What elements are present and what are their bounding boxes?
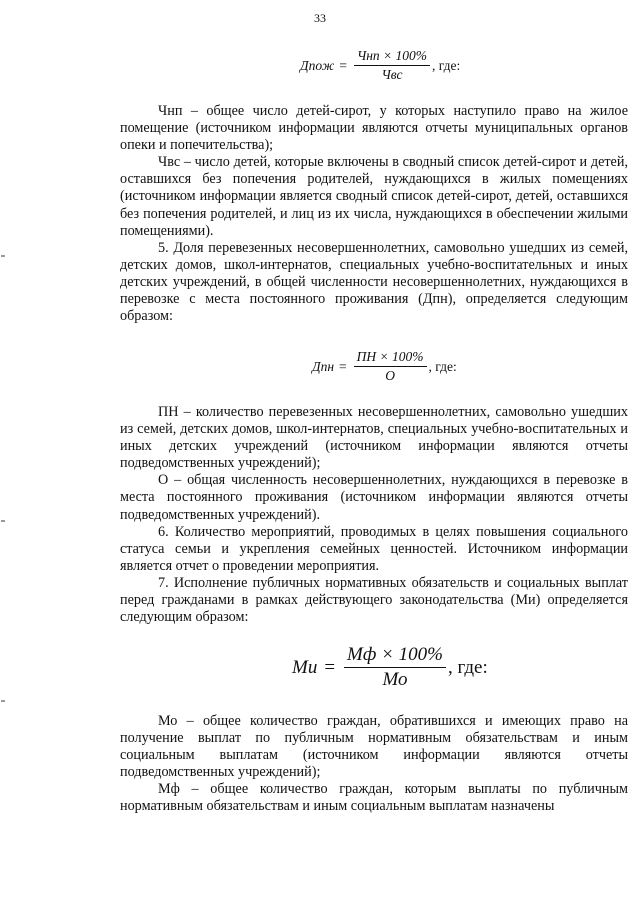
paragraph-pn: ПН – количество перевезенных несовершеннолетних, самовольно ушедших из семей, детских домов, школ-интернатов, специальных учебно-воспитательных и иных детских учреждений (источником информации являются отчеты подведомственных учреждений); [120, 404, 628, 472]
text-block-1 [120, 103, 628, 325]
scan-mark [1, 700, 5, 702]
formula-tail: , где: [432, 57, 461, 73]
formula-fraction [354, 349, 427, 384]
paragraph-chnp: Чнп – общее число детей-сирот, у которых наступило право на жилое помещение (источником информации являются отчеты муниципальных органов опеки и попечительства); [120, 103, 628, 154]
formula-equals: = [324, 656, 336, 678]
scan-mark [1, 255, 5, 257]
formula-equals: = [339, 358, 347, 374]
paragraph-mo: Мо – общее количество граждан, обратившихся и имеющих право на получение выплат по публичным нормативным обязательствам и иным социальным выплатам (источником информации являются отчеты подведомственных учреждений); [120, 713, 628, 781]
formula-mi [292, 644, 488, 691]
paragraph-item-7: 7. Исполнение публичных нормативных обязательств и социальных выплат перед гражданами в рамках действующего законодательства (Ми) определяется следующим образом: [120, 574, 628, 626]
formula-denominator: О [385, 368, 395, 383]
text-block-2 [120, 404, 628, 626]
paragraph-item-5: 5. Доля перевезенных несовершеннолетних, самовольно ушедших из семей, детских домов, школ-интернатов, специальных учебно-воспитательных и иных детских учреждений, в общей численности несовершеннолетних, нуждающихся в перевозке с места постоянного проживания (Дпн), определяется следующим образом: [120, 239, 628, 325]
formula-equals: = [339, 57, 347, 73]
formula-denominator: Чвс [381, 67, 403, 82]
formula-fraction [344, 644, 446, 691]
formula-numerator: Мф × 100% [344, 644, 446, 668]
paragraph-o: О – общая численность несовершеннолетних, нуждающихся в перевозке в места постоянного проживания (источником информации являются отчеты подведомственных учреждений). [120, 472, 628, 523]
formula-fraction [354, 48, 430, 83]
paragraph-item-6: 6. Количество мероприятий, проводимых в целях повышения социального статуса семьи и укрепления семейных ценностей. Источником информации является отчет о проведении мероприятия. [120, 523, 628, 574]
page-number: 33 [314, 11, 326, 25]
paragraph-mf: Мф – общее количество граждан, которым выплаты по публичным нормативным обязательствам и иным социальным выплатам назначены [120, 781, 628, 815]
formula-tail: , где: [428, 358, 457, 374]
formula-lhs: Ми [292, 656, 318, 678]
formula-lhs: Дпож [300, 57, 335, 73]
paragraph-chvs: Чвс – число детей, которые включены в сводный список детей-сирот и детей, оставшихся без попечения родителей, нуждающихся в жилых помещениях (источником информации является сводный список детей-сирот, детей, оставшихся без попечения родителей, и лиц из их числа, нуждающихся в обеспечении жилыми помещениями). [120, 154, 628, 239]
scan-mark [1, 520, 5, 522]
text-block-3 [120, 713, 628, 816]
formula-numerator: ПН × 100% [354, 349, 427, 367]
formula-denominator: Мо [382, 669, 408, 690]
formula-tail: , где: [448, 656, 488, 678]
formula-lhs: Дпн [312, 358, 335, 374]
formula-dpozh [300, 48, 460, 83]
formula-numerator: Чнп × 100% [354, 48, 430, 66]
formula-dpn [312, 349, 457, 384]
